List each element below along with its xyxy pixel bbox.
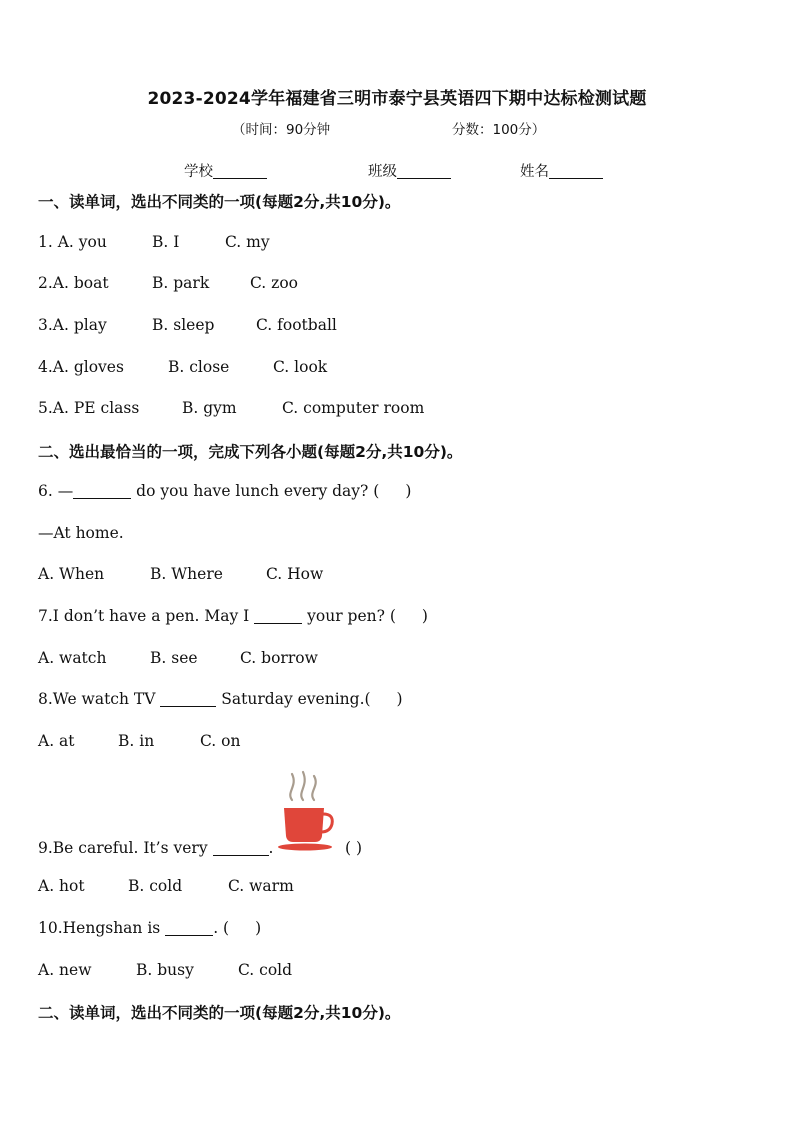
q3-option-b[interactable]: B. sleep bbox=[152, 316, 215, 334]
q8-options bbox=[38, 732, 738, 754]
q9-period: . bbox=[268, 839, 274, 857]
q9-option-c[interactable]: C. warm bbox=[228, 877, 294, 895]
q9-options bbox=[38, 877, 738, 899]
q7-blank[interactable] bbox=[254, 608, 302, 624]
q7-prefix: 7.I don’t have a pen. May I bbox=[38, 607, 250, 625]
question-5 bbox=[38, 399, 738, 421]
q9-option-a[interactable]: A. hot bbox=[38, 877, 85, 895]
q10-close-paren: ) bbox=[255, 919, 262, 937]
steam-middle bbox=[301, 772, 304, 800]
q7-option-c[interactable]: C. borrow bbox=[240, 649, 318, 667]
q3-option-a[interactable]: 3.A. play bbox=[38, 316, 107, 334]
q8-option-c[interactable]: C. on bbox=[200, 732, 241, 750]
q9-blank[interactable] bbox=[213, 840, 269, 856]
q9-answer-paren[interactable]: ( ) bbox=[345, 839, 363, 857]
section3-heading: 二、读单词，选出不同类的一项(每题2分,共10分)。 bbox=[38, 1004, 401, 1022]
steam-left bbox=[290, 774, 293, 800]
steam-right bbox=[312, 776, 315, 800]
name-blank[interactable] bbox=[549, 164, 603, 179]
q6-options bbox=[38, 565, 738, 587]
q1-option-a[interactable]: 1. A. you bbox=[38, 233, 107, 251]
question-8 bbox=[38, 690, 403, 708]
question-7 bbox=[38, 607, 428, 625]
q4-option-a[interactable]: 4.A. gloves bbox=[38, 358, 124, 376]
q8-option-a[interactable]: A. at bbox=[38, 732, 75, 750]
q7-option-a[interactable]: A. watch bbox=[38, 649, 107, 667]
class-field bbox=[368, 160, 451, 181]
total-score: 分数：100分） bbox=[452, 122, 546, 138]
q6-response: —At home. bbox=[38, 524, 124, 542]
cup-body bbox=[284, 808, 324, 842]
class-label: 班级 bbox=[368, 164, 397, 180]
question-9 bbox=[38, 839, 273, 857]
q10-text: . ( bbox=[213, 919, 230, 937]
q10-blank[interactable] bbox=[165, 920, 213, 936]
q2-option-b[interactable]: B. park bbox=[152, 274, 210, 292]
question-2 bbox=[38, 274, 738, 296]
q7-text: your pen? ( bbox=[307, 607, 396, 625]
q10-option-c[interactable]: C. cold bbox=[238, 961, 293, 979]
question-3 bbox=[38, 316, 738, 338]
q9-prefix: 9.Be careful. It’s very bbox=[38, 839, 208, 857]
class-blank[interactable] bbox=[397, 164, 451, 179]
q6-option-c[interactable]: C. How bbox=[266, 565, 324, 583]
school-blank[interactable] bbox=[213, 164, 267, 179]
q6-option-b[interactable]: B. Where bbox=[150, 565, 223, 583]
q9-option-b[interactable]: B. cold bbox=[128, 877, 183, 895]
q5-option-b[interactable]: B. gym bbox=[182, 399, 237, 417]
q10-option-a[interactable]: A. new bbox=[38, 961, 92, 979]
q8-blank[interactable] bbox=[160, 691, 216, 707]
q7-options bbox=[38, 649, 738, 671]
section2-heading: 二、选出最恰当的一项，完成下列各小题(每题2分,共10分)。 bbox=[38, 443, 463, 461]
exam-title: 2023-2024学年福建省三明市泰宁县英语四下期中达标检测试题 bbox=[147, 89, 647, 109]
q6-text: do you have lunch every day? ( bbox=[136, 482, 380, 500]
q8-text: Saturday evening.( bbox=[221, 690, 371, 708]
section1-heading: 一、读单词，选出不同类的一项(每题2分,共10分)。 bbox=[38, 193, 401, 211]
q6-prefix: 6. — bbox=[38, 482, 74, 500]
q4-option-c[interactable]: C. look bbox=[273, 358, 328, 376]
q8-prefix: 8.We watch TV bbox=[38, 690, 156, 708]
question-4 bbox=[38, 358, 738, 380]
q3-option-c[interactable]: C. football bbox=[256, 316, 337, 334]
q4-option-b[interactable]: B. close bbox=[168, 358, 230, 376]
cup-saucer bbox=[278, 844, 332, 851]
q2-option-c[interactable]: C. zoo bbox=[250, 274, 298, 292]
q6-blank[interactable] bbox=[73, 483, 131, 499]
q6-option-a[interactable]: A. When bbox=[38, 565, 105, 583]
hot-cup-icon bbox=[276, 770, 338, 854]
q5-option-c[interactable]: C. computer room bbox=[282, 399, 425, 417]
school-label: 学校 bbox=[184, 164, 213, 180]
question-6 bbox=[38, 482, 411, 500]
q8-close-paren: ) bbox=[396, 690, 403, 708]
name-label: 姓名 bbox=[520, 164, 549, 180]
school-field bbox=[184, 160, 267, 181]
name-field bbox=[520, 160, 603, 181]
q2-option-a[interactable]: 2.A. boat bbox=[38, 274, 109, 292]
q6-close-paren: ) bbox=[405, 482, 412, 500]
q10-options bbox=[38, 961, 738, 983]
question-10 bbox=[38, 919, 261, 937]
q10-option-b[interactable]: B. busy bbox=[136, 961, 194, 979]
time-limit: （时间：90分钟 bbox=[232, 122, 331, 138]
q7-close-paren: ) bbox=[421, 607, 428, 625]
question-1 bbox=[38, 233, 738, 255]
q1-option-b[interactable]: B. I bbox=[152, 233, 180, 251]
q1-option-c[interactable]: C. my bbox=[225, 233, 270, 251]
q8-option-b[interactable]: B. in bbox=[118, 732, 155, 750]
q5-option-a[interactable]: 5.A. PE class bbox=[38, 399, 140, 417]
q7-option-b[interactable]: B. see bbox=[150, 649, 198, 667]
q10-prefix: 10.Hengshan is bbox=[38, 919, 161, 937]
